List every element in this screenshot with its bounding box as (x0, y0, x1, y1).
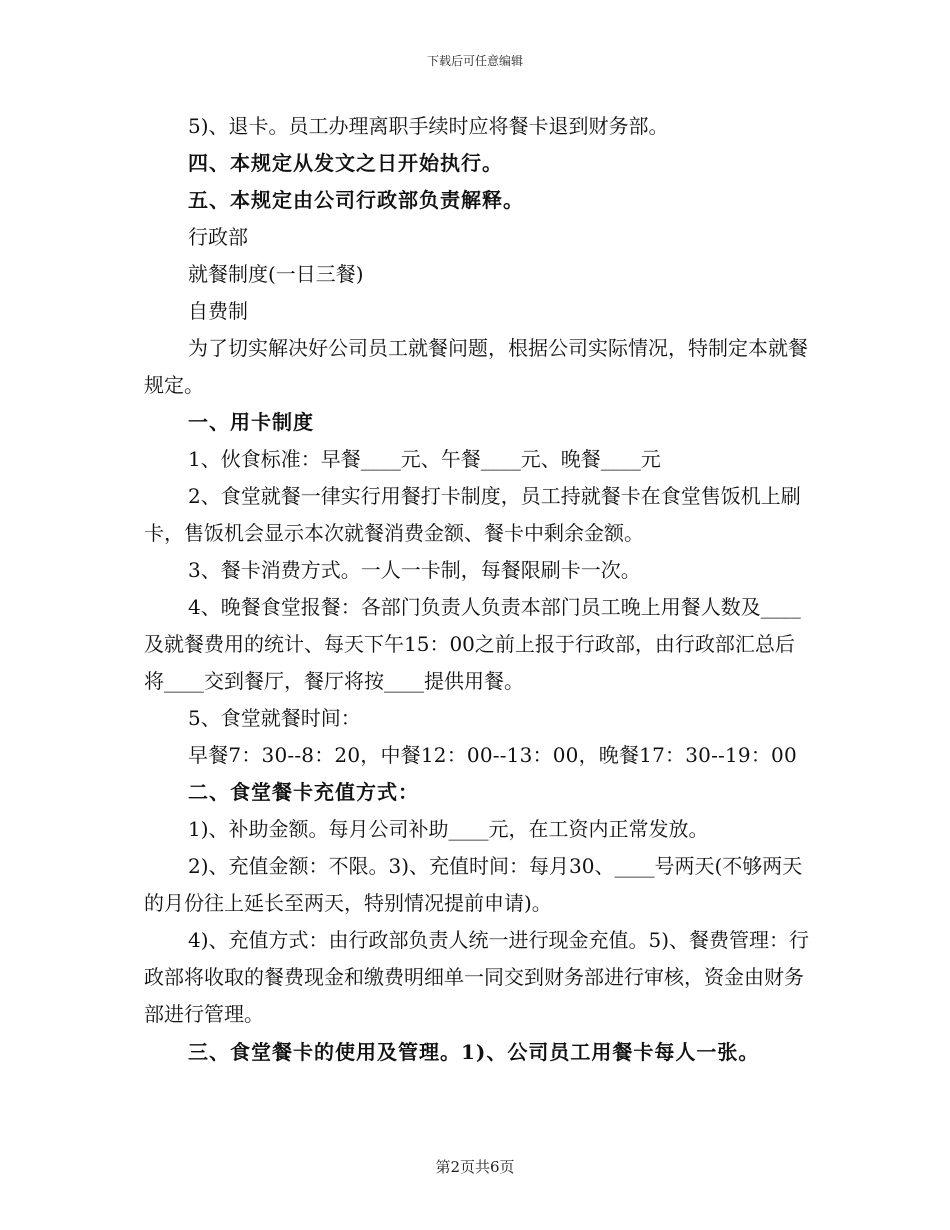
document-body (144, 108, 812, 1071)
paragraph-recharge-amount: 2)、充值金额：不限。3)、充值时间：每月30、____号两天(不够两天的月份往上延长至两天，特别情况提前申请)。 (144, 854, 803, 915)
page-number-footer: 第2页共6页 (435, 1158, 515, 1176)
document-title: 就餐制度(一日三餐) (188, 262, 364, 286)
paragraph-card-swipe: 2、食堂就餐一律实行用餐打卡制度，员工持就餐卡在食堂售饭机上刷卡，售饭机会显示本次就餐消费金额、餐卡中剩余金额。 (144, 484, 801, 545)
paragraph-meal-time-label: 5、食堂就餐时间： (188, 706, 361, 730)
paragraph-card-usage: 3、餐卡消费方式。一人一卡制，每餐限刷卡一次。 (188, 558, 641, 582)
paragraph-meal-times: 早餐7：30--8：20，中餐12：00--13：00，晚餐17：30--19：00 (188, 743, 797, 767)
page-header: 下载后可任意编辑 (426, 54, 523, 68)
paragraph-dinner-report: 4、晚餐食堂报餐：各部门负责人负责本部门员工晚上用餐人数及____及就餐费用的统计、每天下午15：00之前上报于行政部，由行政部汇总后将____交到餐厅，餐厅将按____提供用餐。 (144, 595, 801, 693)
signature-department: 行政部 (188, 225, 248, 249)
paragraph-intro: 为了切实解决好公司员工就餐问题，根据公司实际情况，特制定本就餐规定。 (144, 336, 808, 397)
heading-card-system: 一、用卡制度 (188, 410, 314, 434)
paragraph-recharge-method: 4)、充值方式：由行政部负责人统一进行现金充值。5)、餐费管理：行政部将收取的餐费现金和缴费明细单一同交到财务部进行审核，资金由财务部进行管理。 (144, 928, 810, 1026)
paragraph-return-card: 5)、退卡。员工办理离职手续时应将餐卡退到财务部。 (188, 114, 669, 138)
heading-section-5: 五、本规定由公司行政部负责解释。 (188, 188, 524, 212)
heading-recharge-methods: 二、食堂餐卡充值方式： (188, 780, 419, 804)
heading-card-management: 三、食堂餐卡的使用及管理。1)、公司员工用餐卡每人一张。 (188, 1040, 760, 1064)
paragraph-subsidy: 1)、补助金额。每月公司补助____元，在工资内正常发放。 (188, 817, 709, 841)
paragraph-meal-standard: 1、伙食标准：早餐____元、午餐____元、晚餐____元 (188, 447, 661, 471)
document-subtitle: 自费制 (188, 299, 248, 323)
heading-section-4: 四、本规定从发文之日开始执行。 (188, 151, 503, 175)
